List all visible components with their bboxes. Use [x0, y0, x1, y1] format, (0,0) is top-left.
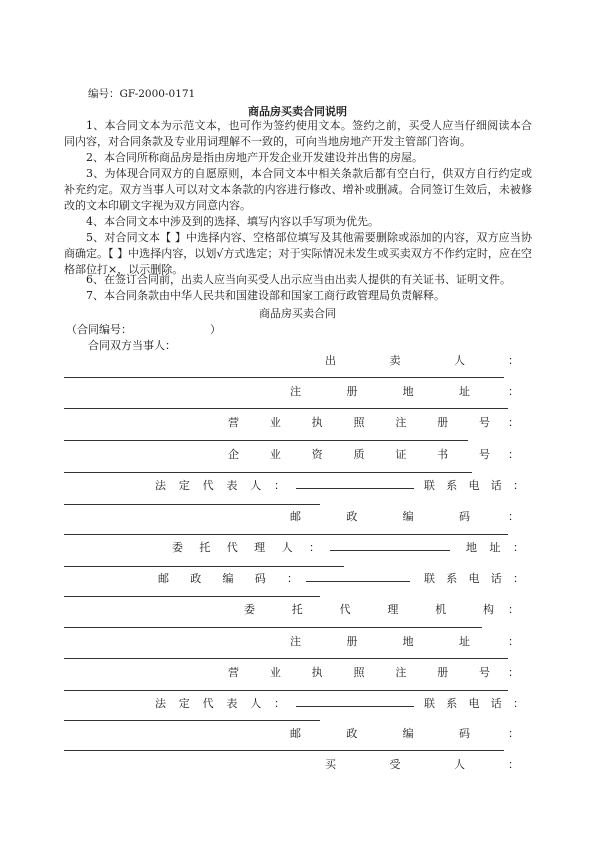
- label-char: 系: [446, 479, 458, 492]
- label-char: ：: [513, 541, 524, 554]
- label-char: 址: [458, 385, 470, 398]
- label-char: ：: [513, 479, 524, 492]
- label-char: 证: [395, 448, 407, 461]
- label-char: 联: [424, 572, 435, 585]
- label-char: 业: [269, 448, 281, 461]
- seller-agency-license-line[interactable]: [64, 690, 508, 691]
- label-char: 代: [226, 541, 238, 554]
- label-char: 册: [346, 385, 358, 398]
- label-char: 人: [250, 479, 262, 492]
- label-char: 业: [269, 416, 281, 429]
- seller-postcode-label: [290, 508, 470, 524]
- seller-colon: ：: [508, 354, 519, 367]
- label-char: 电: [468, 572, 480, 585]
- seller-agent-phone-label: [424, 570, 524, 586]
- seller-agency-phone-line[interactable]: [64, 720, 320, 721]
- label-char: 联: [424, 697, 435, 710]
- label-char: 表: [226, 697, 238, 710]
- label-char: 买: [325, 758, 336, 771]
- seller-business-license-line[interactable]: [64, 440, 468, 441]
- contract-number-close: ）: [210, 323, 221, 336]
- label-char: 托: [291, 603, 303, 616]
- document-title: 商品房买卖合同说明: [248, 105, 347, 118]
- label-char: 地: [402, 385, 414, 398]
- label-char: ：: [513, 697, 524, 710]
- label-char: 代: [202, 697, 214, 710]
- label-char: 注: [290, 385, 301, 398]
- seller-agency-postcode-label: [290, 725, 470, 741]
- instruction-6: 6、在签订合同前，出卖人应当向买受人出示应当由出卖人提供的有关证书、证明文件。: [86, 273, 511, 286]
- contract-title: 商品房买卖合同: [259, 307, 336, 320]
- seller-agent-address-line[interactable]: [64, 566, 344, 567]
- seller-legal-rep-input[interactable]: [296, 488, 414, 489]
- label-char: 照: [353, 666, 365, 679]
- label-char: 码: [458, 727, 470, 740]
- seller-name-line[interactable]: [64, 377, 504, 378]
- label-char: 注: [395, 416, 407, 429]
- label-char: ：: [308, 541, 320, 554]
- label-char: 编: [402, 510, 414, 523]
- seller-label: [325, 352, 465, 368]
- label-char: ：: [273, 479, 285, 492]
- label-char: 执: [311, 666, 323, 679]
- label-char: 定: [178, 479, 190, 492]
- label-char: 话: [490, 697, 502, 710]
- seller-postcode-colon: ：: [508, 510, 519, 523]
- label-char: 电: [468, 697, 480, 710]
- seller-agent-label: [172, 539, 320, 555]
- label-char: 法: [155, 697, 166, 710]
- label-char: 址: [489, 541, 501, 554]
- contract-number-field[interactable]: [66, 321, 221, 337]
- label-char: 册: [437, 666, 449, 679]
- label-char: 委: [172, 541, 183, 554]
- seller-legal-rep-label: [155, 477, 285, 493]
- seller-agency-label: [244, 601, 494, 617]
- label-char: 政: [346, 727, 358, 740]
- document-number: 编号：GF-2000-0171: [88, 88, 196, 100]
- seller-agency-legal-rep-input[interactable]: [296, 706, 414, 707]
- seller-agency-colon: ：: [508, 603, 519, 616]
- label-char: 人: [454, 758, 465, 771]
- seller-agent-postcode-input[interactable]: [306, 581, 410, 582]
- seller-agent-address-label: [466, 539, 524, 555]
- label-char: 人: [454, 354, 465, 367]
- contract-number-label: （合同编号：: [66, 323, 132, 336]
- label-char: 电: [468, 479, 480, 492]
- label-char: 号: [478, 448, 490, 461]
- label-char: 联: [424, 479, 435, 492]
- label-char: 执: [311, 416, 323, 429]
- label-char: 册: [437, 416, 449, 429]
- seller-business-license-label: [228, 414, 490, 430]
- seller-agent-input[interactable]: [330, 550, 450, 551]
- seller-agency-line[interactable]: [64, 627, 482, 628]
- label-char: 话: [490, 572, 502, 585]
- seller-registered-address-line[interactable]: [64, 408, 508, 409]
- label-char: 构: [482, 603, 494, 616]
- label-char: 编: [222, 572, 234, 585]
- label-char: 企: [228, 448, 239, 461]
- seller-business-license-colon: ：: [508, 416, 519, 429]
- label-char: 地: [402, 635, 414, 648]
- seller-qualification-cert-colon: ：: [508, 448, 519, 461]
- label-char: 址: [458, 635, 470, 648]
- label-char: ：: [273, 697, 285, 710]
- seller-postcode-line[interactable]: [64, 534, 508, 535]
- label-char: 码: [254, 572, 266, 585]
- label-char: 代: [339, 603, 351, 616]
- label-char: 系: [446, 572, 458, 585]
- seller-agency-phone-label: [424, 695, 524, 711]
- label-char: 理: [254, 541, 266, 554]
- label-char: 代: [202, 479, 214, 492]
- label-char: 定: [178, 697, 190, 710]
- label-char: 政: [190, 572, 202, 585]
- buyer-label: [325, 756, 465, 772]
- label-char: 表: [226, 479, 238, 492]
- label-char: 理: [387, 603, 399, 616]
- label-char: 人: [250, 697, 262, 710]
- buyer-colon: ：: [508, 758, 519, 771]
- instruction-1: 1、本合同文本为示范文本，也可作为签约使用文本。签约之前，买受人应当仔细阅读本合同内容，对合同条款及专业用词理解不一致的，可向当地房地产开发主管部门咨询。: [64, 119, 532, 149]
- instruction-3: 3、为体现合同双方的自愿原则，本合同文本中相关条款后都有空白行，供双方自行约定或补充约定。双方当事人可以对文本条款的内容进行修改、增补或删减。合同签订生效后，未被修改的文本印刷文字视为双方同意内容。: [64, 167, 532, 213]
- seller-agency-license-label: [228, 664, 490, 680]
- label-char: 卖: [389, 354, 401, 367]
- label-char: 出: [325, 354, 336, 367]
- label-char: 邮: [290, 727, 301, 740]
- seller-qualification-cert-label: [228, 446, 490, 462]
- seller-agent-postcode-label: [158, 570, 298, 586]
- label-char: 注: [395, 666, 407, 679]
- label-char: 托: [199, 541, 211, 554]
- label-char: 注: [290, 635, 301, 648]
- seller-registered-address-label: [290, 383, 470, 399]
- seller-agency-postcode-line[interactable]: [64, 750, 504, 751]
- seller-agency-license-colon: ：: [508, 666, 519, 679]
- label-char: 受: [389, 758, 401, 771]
- label-char: 邮: [158, 572, 169, 585]
- label-char: 话: [490, 479, 502, 492]
- label-char: 质: [353, 448, 365, 461]
- label-char: 码: [458, 510, 470, 523]
- label-char: 编: [402, 727, 414, 740]
- seller-agency-address-label: [290, 633, 470, 649]
- label-char: 政: [346, 510, 358, 523]
- instruction-5: 5、对合同文本【 】中选择内容、空格部位填写及其他需要删除或添加的内容，双方应当协商确定。【 】中选择内容，以划√方式选定；对于实际情况未发生或买卖双方不作约定时，应在空格部位打×，以示删除。: [64, 231, 532, 277]
- label-char: 号: [478, 666, 490, 679]
- label-char: 系: [446, 697, 458, 710]
- seller-agency-postcode-colon: ：: [508, 727, 519, 740]
- label-char: 邮: [290, 510, 301, 523]
- label-char: 法: [155, 479, 166, 492]
- label-char: 册: [346, 635, 358, 648]
- seller-phone-label: [424, 477, 524, 493]
- seller-agency-address-colon: ：: [508, 635, 519, 648]
- instruction-4: 4、本合同文本中涉及到的选择、填写内容以手写项为优先。: [86, 215, 379, 228]
- label-char: 资: [311, 448, 323, 461]
- label-char: 书: [437, 448, 449, 461]
- seller-phone-line[interactable]: [64, 504, 320, 505]
- seller-registered-address-colon: ：: [508, 385, 519, 398]
- label-char: 营: [228, 416, 239, 429]
- label-char: 营: [228, 666, 239, 679]
- instruction-2: 2、本合同所称商品房是指由房地产开发企业开发建设并出售的房屋。: [86, 151, 423, 164]
- label-char: 照: [353, 416, 365, 429]
- label-char: 业: [269, 666, 281, 679]
- label-char: 号: [478, 416, 490, 429]
- label-char: ：: [287, 572, 298, 585]
- label-char: 人: [281, 541, 293, 554]
- label-char: 机: [435, 603, 447, 616]
- label-char: ：: [513, 572, 524, 585]
- seller-qualification-cert-line[interactable]: [64, 472, 472, 473]
- seller-agency-legal-rep-label: [155, 695, 285, 711]
- instruction-7: 7、本合同条款由中华人民共和国建设部和国家工商行政管理局负责解释。: [86, 289, 445, 302]
- parties-label: 合同双方当事人：: [88, 339, 176, 352]
- label-char: 委: [244, 603, 255, 616]
- seller-agency-address-line[interactable]: [64, 658, 508, 659]
- label-char: 地: [466, 541, 477, 554]
- seller-agent-phone-line[interactable]: [64, 596, 320, 597]
